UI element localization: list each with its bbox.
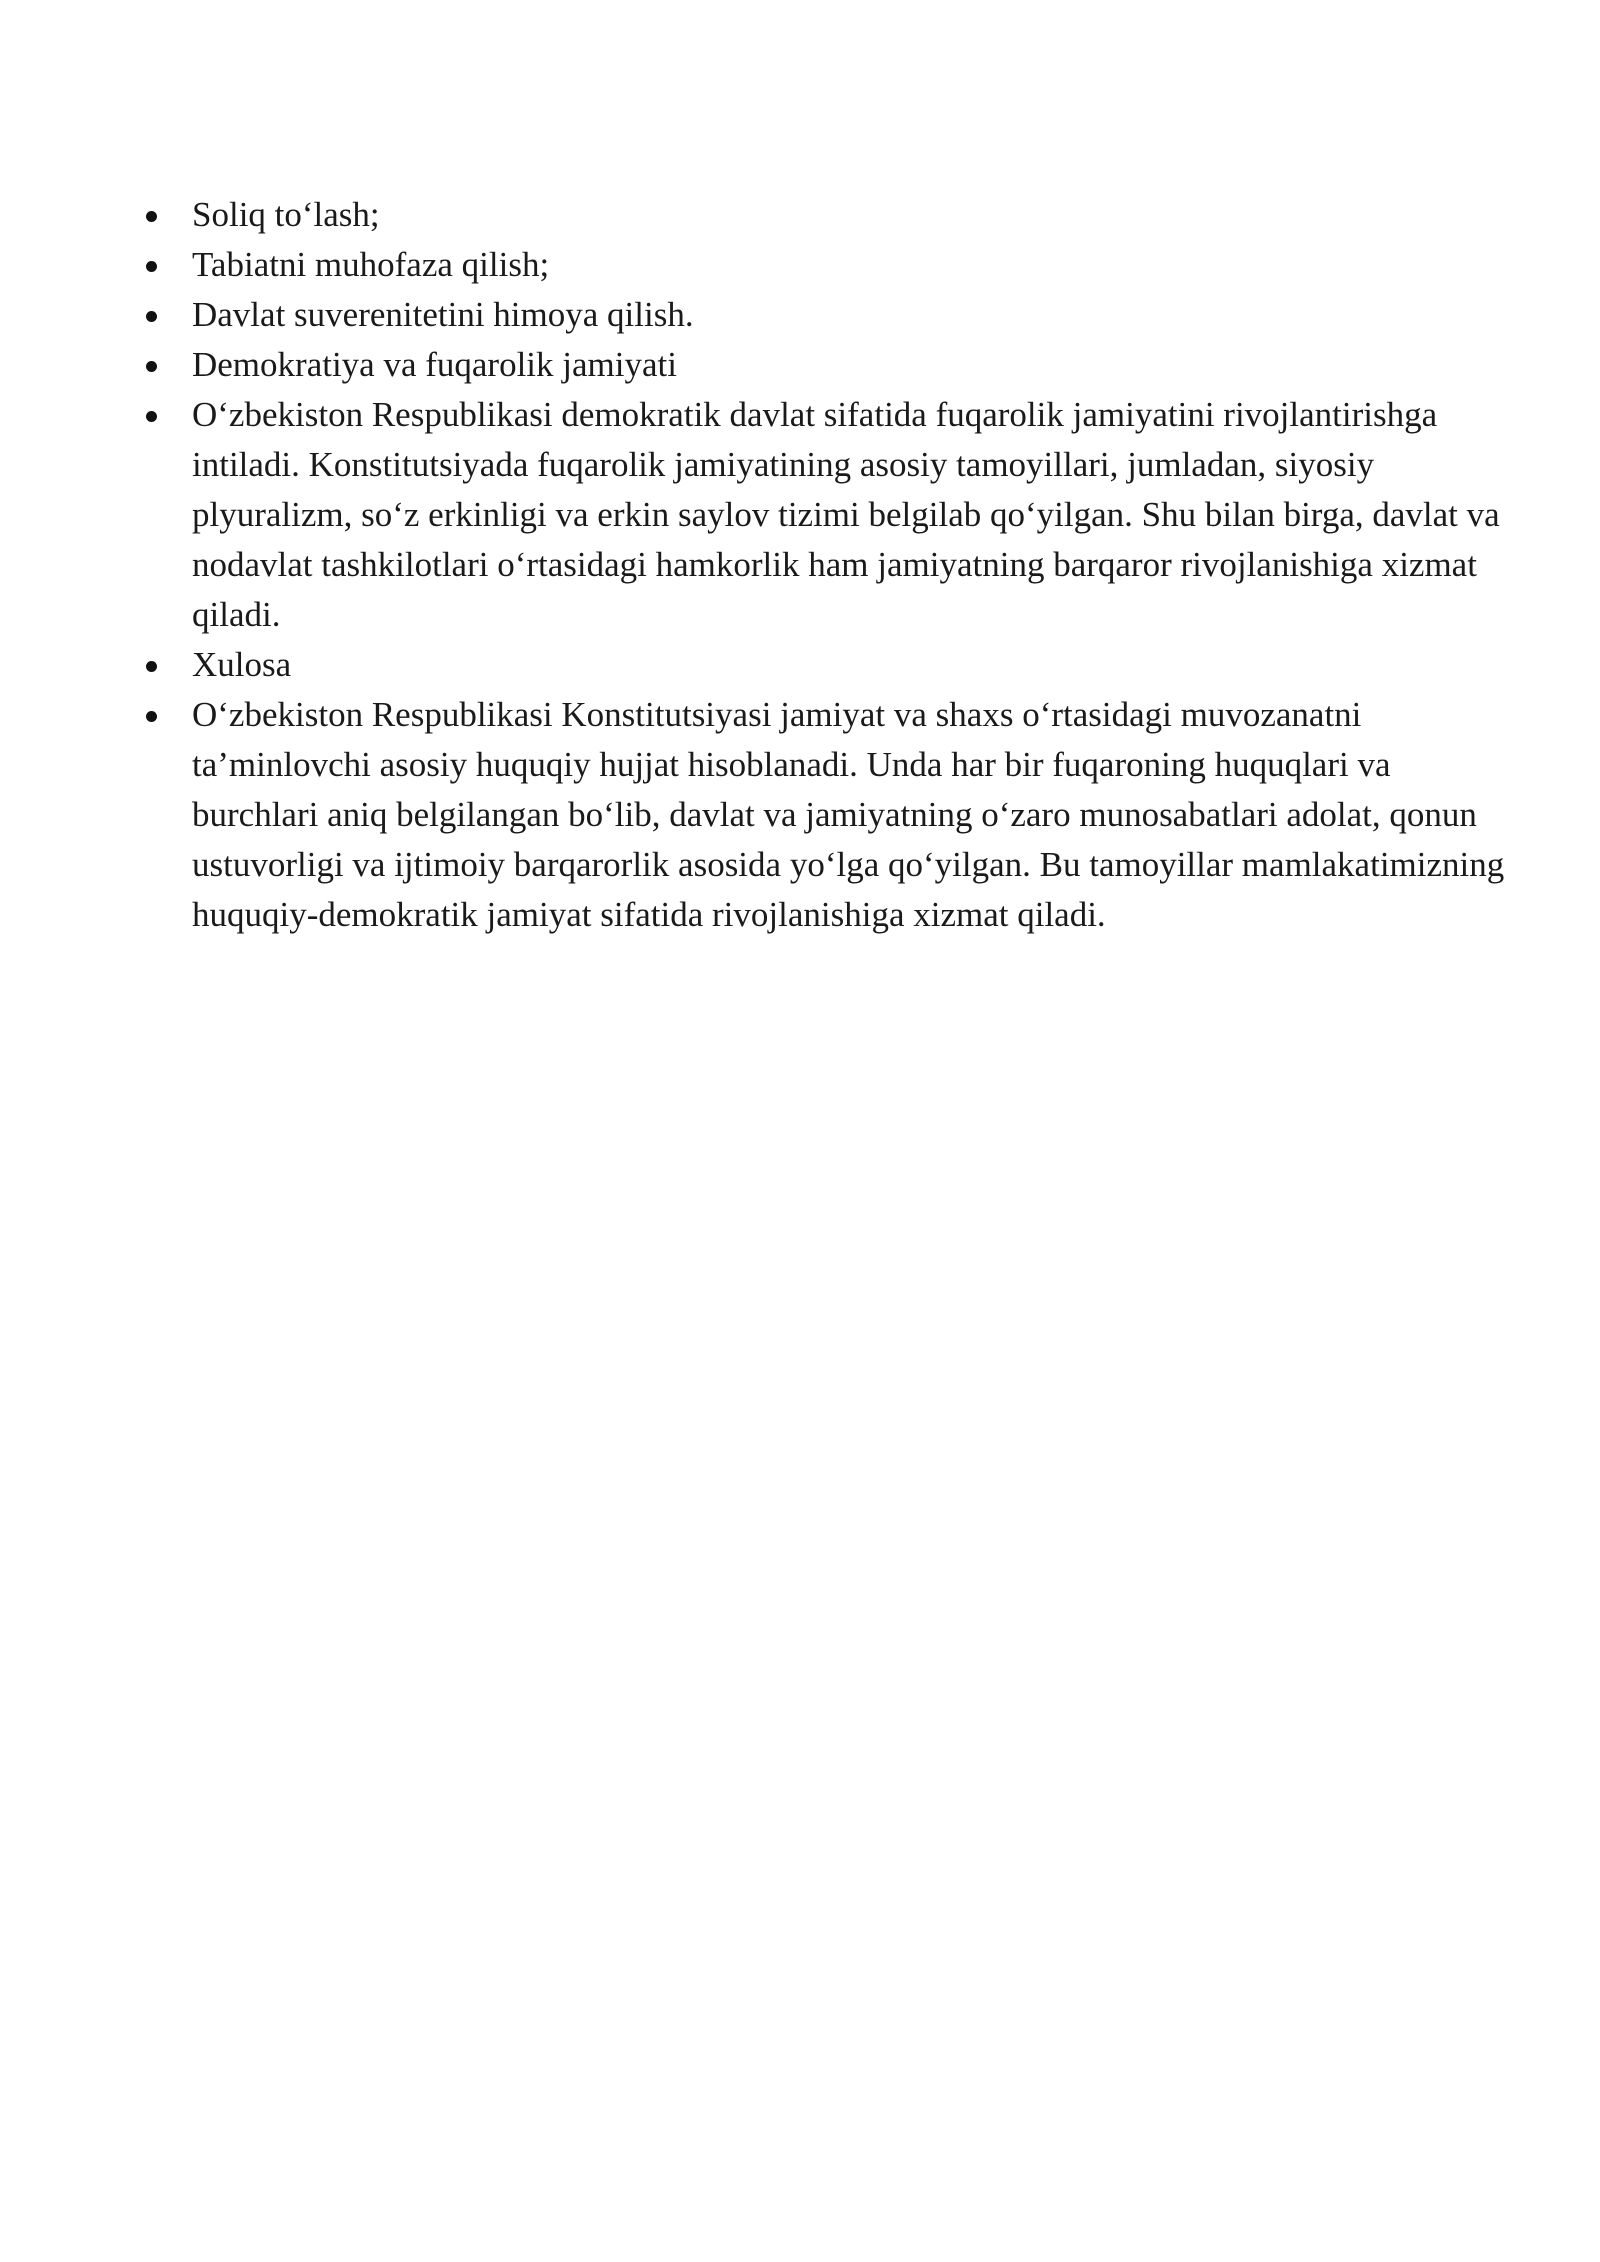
- list-item-text: Soliq to‘lash;: [192, 195, 380, 234]
- list-item-text: Xulosa: [192, 645, 292, 684]
- list-item: [140, 390, 1520, 640]
- bullet-icon: [146, 261, 157, 272]
- bullet-icon: [146, 311, 157, 322]
- bullet-icon: [146, 711, 157, 722]
- list-item-text: Demokratiya va fuqarolik jamiyati: [192, 345, 677, 384]
- list-item: [140, 190, 1520, 240]
- bullet-icon: [146, 661, 157, 672]
- bullet-list: [140, 190, 1520, 940]
- list-item: [140, 240, 1520, 290]
- list-item-text: Davlat suverenitetini himoya qilish.: [192, 295, 694, 334]
- list-item: [140, 690, 1520, 940]
- list-item-text: O‘zbekiston Respublikasi demokratik davlat sifatida fuqarolik jamiyatini rivojlantirishga intiladi. Konstitutsiyada fuqarolik jamiyatining asosiy tamoyillari, jumladan, siyosiy plyuralizm, so‘z erkinligi va erkin saylov tizimi belgilab qo‘yilgan. Shu bilan birga, davlat va nodavlat tashkilotlari o‘rtasidagi hamkorlik ham jamiyatning barqaror rivojlanishiga xizmat qiladi.: [192, 395, 1500, 634]
- list-item-text: O‘zbekiston Respublikasi Konstitutsiyasi jamiyat va shaxs o‘rtasidagi muvozanatni ta’minlovchi asosiy huquqiy hujjat hisoblanadi. Unda har bir fuqaroning huquqlari va burchlari aniq belgilangan bo‘lib, davlat va jamiyatning o‘zaro munosabatlari adolat, qonun ustuvorligi va ijtimoiy barqarorlik asosida yo‘lga qo‘yilgan. Bu tamoyillar mamlakatimizning huquqiy-demokratik jamiyat sifatida rivojlanishiga xizmat qiladi.: [192, 695, 1505, 934]
- bullet-icon: [146, 361, 157, 372]
- list-item: [140, 290, 1520, 340]
- bullet-icon: [146, 411, 157, 422]
- list-item: [140, 340, 1520, 390]
- list-item: [140, 640, 1520, 690]
- list-item-text: Tabiatni muhofaza qilish;: [192, 245, 550, 284]
- bullet-icon: [146, 211, 157, 222]
